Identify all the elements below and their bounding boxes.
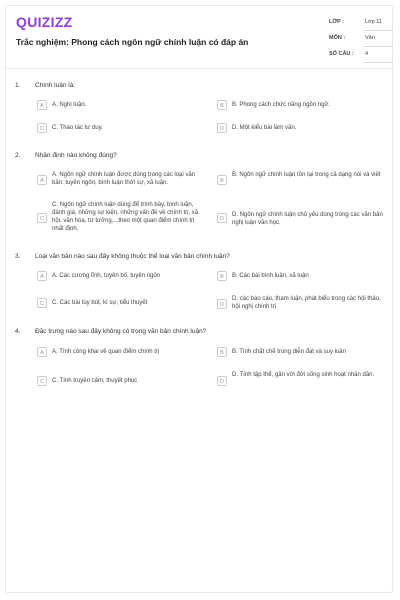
quizizz-logo: QUIZIZZ (16, 14, 73, 30)
option-letter: A (37, 175, 47, 185)
option-text: C. Các bài tùy bút, kí sự, tiểu thuyết (52, 300, 148, 306)
option-text: D. Một kiểu bài làm văn. (232, 125, 297, 131)
option-letter: D (217, 123, 227, 133)
option-text: C. Tính truyền cảm, thuyết phục (52, 378, 138, 384)
option-text: B. Các bài bình luận, xã luận (232, 273, 309, 279)
meta-question-count (329, 48, 393, 64)
option-text: B. Phong cách chức năng ngôn ngữ. (232, 102, 331, 108)
meta-underline (363, 30, 393, 31)
question-text: Chính luận là: (35, 82, 76, 89)
question-text: Đặc trưng nào sau đây không có trong văn bản chính luận? (35, 328, 207, 335)
question-number: 1. (15, 82, 21, 89)
option-letter: B (217, 271, 227, 281)
meta-subject (329, 32, 393, 48)
option-letter: A (37, 347, 47, 357)
option-letter: A (37, 100, 47, 110)
question-text: Loại văn bản nào sau đây không thuộc thể loại văn bản chính luận? (35, 253, 230, 260)
option-text: A. Tính công khai về quan điểm chính trị (52, 349, 160, 355)
option-text: C. Ngôn ngữ chính luận dùng để trình bày, bình luận, đánh giá, những sự kiện, những vấn đề về chính trị, xã hội, văn hóa, tư tưởng,...theo một quan điểm chính trị nhất định. (52, 202, 199, 232)
meta-label: SỐ CÂU : (329, 51, 354, 57)
option-text: B. Tính chặt chẽ trong diễn đạt và suy luận (232, 349, 346, 355)
meta-underline (363, 46, 393, 47)
option-letter: C (37, 298, 47, 308)
worksheet-header (6, 6, 392, 69)
option-text: C. Thao tác tư duy. (52, 125, 103, 131)
meta-grade (329, 16, 393, 32)
question-number: 3. (15, 253, 21, 260)
option-letter: B (217, 100, 227, 110)
meta-underline (363, 62, 393, 63)
option-letter: B (217, 175, 227, 185)
option-text: A. Nghị luận. (52, 102, 87, 108)
option-letter: C (37, 376, 47, 386)
option-letter: C (37, 123, 47, 133)
meta-value: Văn (365, 35, 375, 41)
option-letter: D (217, 299, 227, 309)
page-title: Trắc nghiệm: Phong cách ngôn ngữ chính luận có đáp án (16, 37, 249, 47)
option-letter: C (37, 213, 47, 223)
option-letter: B (217, 347, 227, 357)
option-text: A. Các cương lĩnh, tuyên bố, tuyên ngôn (52, 273, 161, 279)
option-text: D. các báo cáo, tham luận, phát biểu trong các hội thảo, hội nghị chính trị (232, 296, 381, 310)
meta-label: MÔN : (329, 35, 346, 41)
option-letter: D (217, 376, 227, 386)
question-number: 2. (15, 152, 21, 159)
option-letter: A (37, 271, 47, 281)
question-text: Nhận định nào không đúng? (35, 152, 117, 159)
question-number: 4. (15, 328, 21, 335)
meta-value: 4 (365, 51, 369, 57)
meta-label: LỚP : (329, 19, 344, 25)
meta-value: Lớp 11 (365, 19, 382, 25)
option-letter: D (217, 213, 227, 223)
option-text: D. Ngôn ngữ chính luận chủ yếu dùng trong các văn bản nghị luận văn học. (232, 212, 383, 226)
option-text: B. Ngôn ngữ chính luận tồn tại trong cả dạng nói và viết (232, 172, 381, 178)
option-text: D. Tính tập thể, gần với đời sống sinh hoạt nhân dân. (232, 372, 375, 378)
worksheet-page (5, 5, 393, 593)
option-text: A. Ngôn ngữ chính luận được dùng trong các loại văn bản: tuyên ngôn, bình luận thời sự, xã luận. (52, 172, 196, 186)
